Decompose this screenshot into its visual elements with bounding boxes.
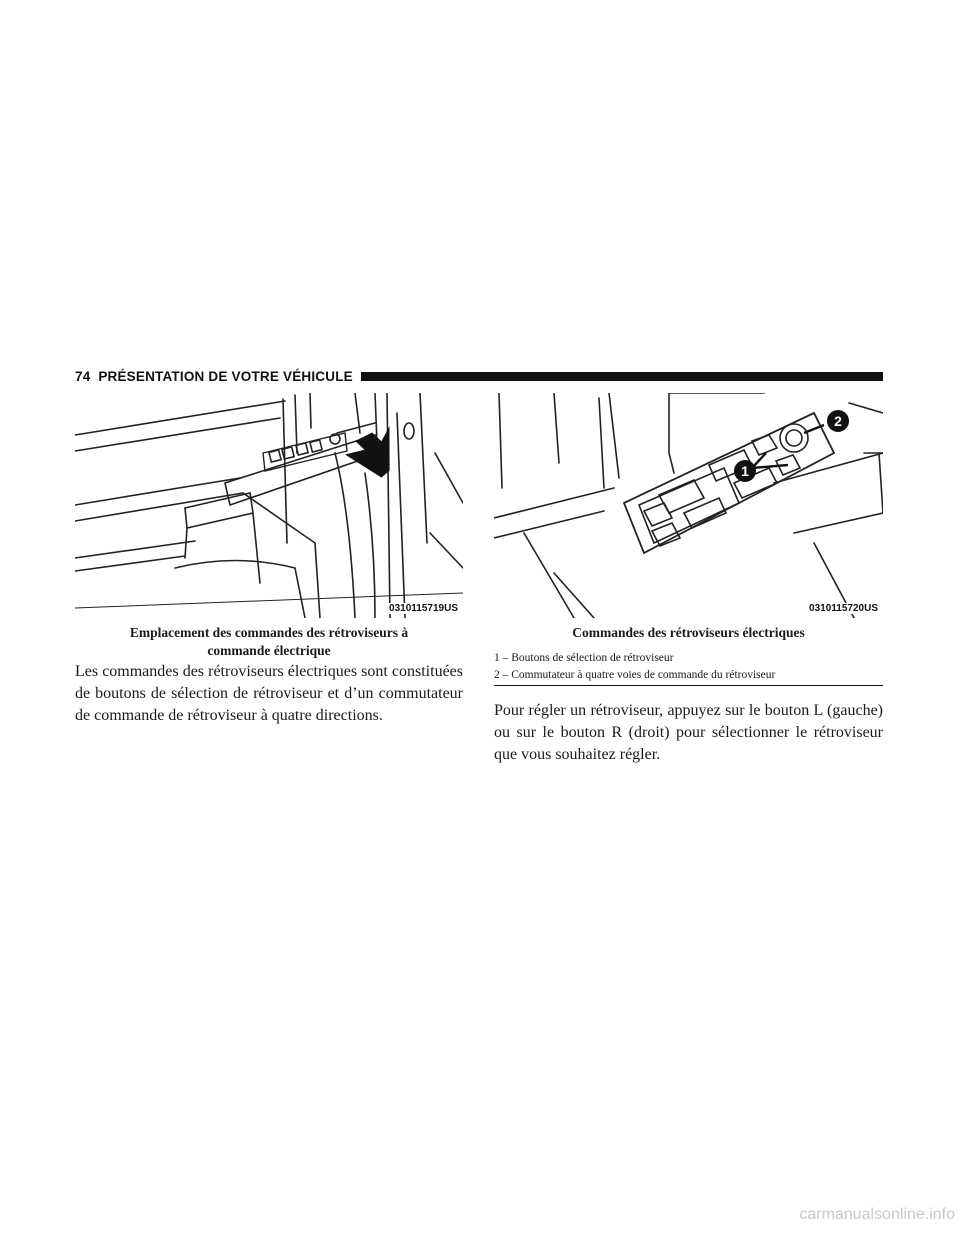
caption-left <box>75 624 463 660</box>
page-number: 74 <box>75 368 91 384</box>
body-text-left <box>75 661 463 727</box>
figure-code-right: 0310115720US <box>809 603 878 614</box>
page-header <box>75 366 883 386</box>
callout-1: 1 <box>741 463 749 479</box>
watermark: carmanualsonline.info <box>799 1206 955 1223</box>
figure-door-panel <box>75 393 463 618</box>
legend-item: 1 – Boutons de sélection de rétroviseur <box>494 652 674 664</box>
legend-rule <box>494 685 883 686</box>
section-title: PRÉSENTATION DE VOTRE VÉHICULE <box>98 368 353 384</box>
door-panel-illustration <box>75 393 463 618</box>
legend-item: 2 – Commutateur à quatre voies de commande du rétroviseur <box>494 669 776 681</box>
callout-2: 2 <box>834 413 842 429</box>
body-text-right <box>494 700 883 766</box>
paragraph-left: Les commandes des rétroviseurs électriques sont constituées de boutons de sélection de rétroviseur et d’un commutateur de commande de rétroviseur à quatre directions. <box>75 663 463 724</box>
caption-left-line1: Emplacement des commandes des rétroviseurs à <box>129 625 409 640</box>
figure-code-left: 0310115719US <box>389 603 458 614</box>
header-text <box>75 369 353 384</box>
paragraph-right: Pour régler un rétroviseur, appuyez sur le bouton L (gauche) ou sur le bouton R (droit) pour sélectionner le rétroviseur que vous souhaitez régler. <box>494 702 883 763</box>
header-bar <box>361 372 883 381</box>
figure-mirror-controls <box>494 393 883 618</box>
mirror-controls-illustration <box>494 393 883 618</box>
figure-legend <box>494 650 883 686</box>
caption-right: Commandes des rétroviseurs électriques <box>572 625 805 640</box>
caption-left-line2: commande électrique <box>207 643 331 658</box>
